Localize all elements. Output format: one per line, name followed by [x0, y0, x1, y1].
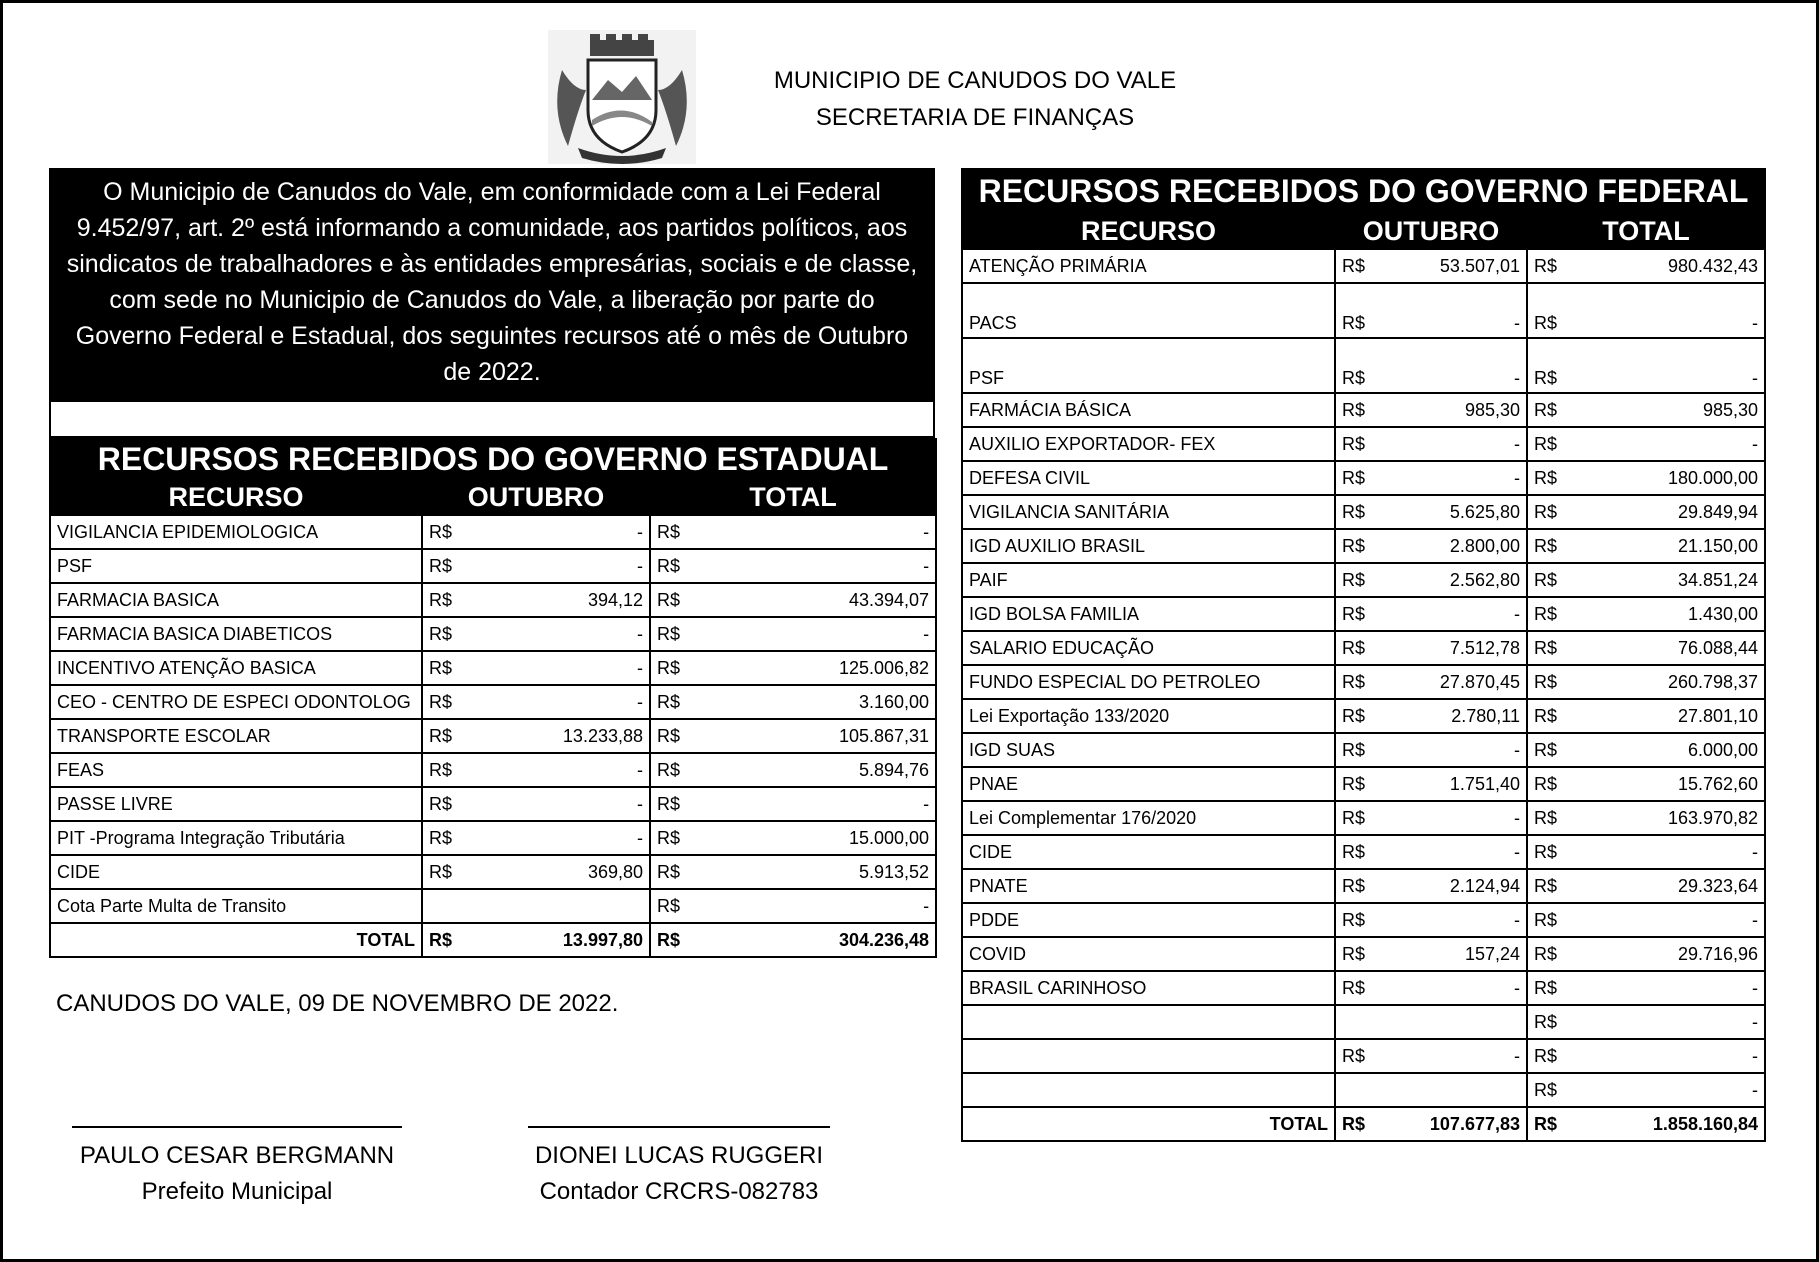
october-amount: - [1381, 597, 1527, 631]
october-amount: 369,80 [468, 855, 650, 889]
total-amount: - [696, 787, 936, 821]
total-amount: 5.913,52 [696, 855, 936, 889]
currency-symbol: R$ [422, 583, 468, 617]
currency-symbol: R$ [650, 855, 696, 889]
currency-symbol: R$ [422, 719, 468, 753]
table-row [50, 889, 936, 923]
currency-symbol: R$ [1527, 1005, 1573, 1039]
signature-mayor [72, 1126, 402, 1210]
total-amount: 125.006,82 [696, 651, 936, 685]
signature-line [72, 1126, 402, 1128]
october-amount: 53.507,01 [1381, 249, 1527, 283]
total-amount: 34.851,24 [1573, 563, 1765, 597]
resource-name: IGD BOLSA FAMILIA [962, 597, 1335, 631]
resource-name: DEFESA CIVIL [962, 461, 1335, 495]
currency-symbol: R$ [1527, 1039, 1573, 1073]
resource-name: IGD SUAS [962, 733, 1335, 767]
table-row [962, 665, 1765, 699]
october-amount: - [468, 651, 650, 685]
table-row [962, 283, 1765, 338]
resource-name: CIDE [962, 835, 1335, 869]
currency-symbol: R$ [650, 617, 696, 651]
resource-name: FARMACIA BASICA [50, 583, 422, 617]
october-amount: - [468, 549, 650, 583]
table-row [50, 685, 936, 719]
resource-name: PIT -Programa Integração Tributária [50, 821, 422, 855]
total-amount: - [1573, 971, 1765, 1005]
october-amount: - [1381, 903, 1527, 937]
currency-symbol: R$ [422, 651, 468, 685]
resource-name: PSF [50, 549, 422, 583]
october-amount: - [468, 787, 650, 821]
total-label: TOTAL [50, 923, 422, 957]
currency-symbol: R$ [1335, 393, 1381, 427]
resource-name: AUXILIO EXPORTADOR- FEX [962, 427, 1335, 461]
october-amount [1381, 1005, 1527, 1039]
currency-symbol: R$ [1335, 903, 1381, 937]
october-amount: 985,30 [1381, 393, 1527, 427]
table-row [962, 393, 1765, 427]
currency-symbol: R$ [1335, 495, 1381, 529]
currency-symbol: R$ [1335, 835, 1381, 869]
table-row [50, 617, 936, 651]
table-row [962, 937, 1765, 971]
total-amount: 29.849,94 [1573, 495, 1765, 529]
currency-symbol: R$ [1335, 1107, 1381, 1141]
table-row [962, 699, 1765, 733]
total-row [962, 1107, 1765, 1141]
table-row [50, 583, 936, 617]
currency-symbol: R$ [1527, 767, 1573, 801]
currency-symbol: R$ [1335, 249, 1381, 283]
october-amount: 157,24 [1381, 937, 1527, 971]
resource-name: FEAS [50, 753, 422, 787]
currency-symbol: R$ [1527, 1073, 1573, 1107]
october-amount: 2.124,94 [1381, 869, 1527, 903]
currency-symbol: R$ [1527, 937, 1573, 971]
resource-name [962, 1073, 1335, 1107]
resource-name: FARMACIA BASICA DIABETICOS [50, 617, 422, 651]
total-amount: 980.432,43 [1573, 249, 1765, 283]
currency-symbol: R$ [1335, 869, 1381, 903]
resource-name [962, 1005, 1335, 1039]
total-amount: - [1573, 835, 1765, 869]
federal-title: RECURSOS RECEBIDOS DO GOVERNO FEDERAL [962, 169, 1765, 213]
table-row [50, 515, 936, 549]
october-amount: 2.562,80 [1381, 563, 1527, 597]
october-amount: 2.780,11 [1381, 699, 1527, 733]
total-amount: 1.430,00 [1573, 597, 1765, 631]
resource-name: CIDE [50, 855, 422, 889]
october-amount: - [1381, 733, 1527, 767]
total-amount: 163.970,82 [1573, 801, 1765, 835]
estadual-title: RECURSOS RECEBIDOS DO GOVERNO ESTADUAL [50, 439, 936, 479]
currency-symbol: R$ [1527, 249, 1573, 283]
currency-symbol: R$ [1335, 427, 1381, 461]
resource-name: VIGILANCIA EPIDEMIOLOGICA [50, 515, 422, 549]
municipal-coat-of-arms-icon [548, 30, 696, 164]
table-row [50, 855, 936, 889]
resource-name: COVID [962, 937, 1335, 971]
october-amount: - [468, 515, 650, 549]
table-row [50, 787, 936, 821]
october-amount: 2.800,00 [1381, 529, 1527, 563]
currency-symbol: R$ [1335, 529, 1381, 563]
table-row [50, 753, 936, 787]
currency-symbol: R$ [1335, 699, 1381, 733]
currency-symbol: R$ [650, 651, 696, 685]
currency-symbol: R$ [422, 787, 468, 821]
estadual-table [49, 438, 937, 958]
table-row [962, 631, 1765, 665]
total-amount: - [696, 515, 936, 549]
table-row [962, 971, 1765, 1005]
signer-role: Contador CRCRS-082783 [539, 1178, 819, 1205]
document-header [700, 62, 1250, 136]
table-row [962, 767, 1765, 801]
resource-name: VIGILANCIA SANITÁRIA [962, 495, 1335, 529]
resource-name: IGD AUXILIO BRASIL [962, 529, 1335, 563]
table-row [50, 821, 936, 855]
total-amount: 6.000,00 [1573, 733, 1765, 767]
resource-name: CEO - CENTRO DE ESPECI ODONTOLOG [50, 685, 422, 719]
currency-symbol: R$ [1335, 937, 1381, 971]
table-row [962, 563, 1765, 597]
resource-name: Cota Parte Multa de Transito [50, 889, 422, 923]
currency-symbol: R$ [1527, 563, 1573, 597]
resource-name: PNAE [962, 767, 1335, 801]
table-row [962, 835, 1765, 869]
total-amount: 27.801,10 [1573, 699, 1765, 733]
currency-symbol: R$ [1527, 733, 1573, 767]
col-outubro-header: OUTUBRO [1335, 213, 1527, 249]
resource-name: FUNDO ESPECIAL DO PETROLEO [962, 665, 1335, 699]
currency-symbol: R$ [422, 617, 468, 651]
total-amount: 15.762,60 [1573, 767, 1765, 801]
currency-symbol: R$ [1527, 495, 1573, 529]
total-amount: 15.000,00 [696, 821, 936, 855]
currency-symbol: R$ [422, 685, 468, 719]
total-amount: 21.150,00 [1573, 529, 1765, 563]
table-row [50, 651, 936, 685]
resource-name: PAIF [962, 563, 1335, 597]
october-amount: - [1381, 1039, 1527, 1073]
total-amount: 5.894,76 [696, 753, 936, 787]
currency-symbol: R$ [1527, 427, 1573, 461]
resource-name [962, 1039, 1335, 1073]
resource-name: FARMÁCIA BÁSICA [962, 393, 1335, 427]
currency-symbol: R$ [1335, 971, 1381, 1005]
total-amount: - [1573, 903, 1765, 937]
total-amount: - [1573, 1039, 1765, 1073]
table-row [962, 1039, 1765, 1073]
currency-symbol [1335, 1073, 1381, 1107]
currency-symbol: R$ [650, 583, 696, 617]
total-amount: 76.088,44 [1573, 631, 1765, 665]
col-outubro-header: OUTUBRO [422, 479, 650, 515]
resource-name: Lei Complementar 176/2020 [962, 801, 1335, 835]
col-recurso-header: RECURSO [962, 213, 1335, 249]
currency-symbol: R$ [1527, 283, 1573, 338]
table-row [962, 869, 1765, 903]
october-total: 107.677,83 [1381, 1107, 1527, 1141]
table-row [962, 461, 1765, 495]
currency-symbol: R$ [1527, 393, 1573, 427]
currency-symbol: R$ [1335, 1039, 1381, 1073]
currency-symbol: R$ [1335, 338, 1381, 393]
resource-name: Lei Exportação 133/2020 [962, 699, 1335, 733]
resource-name: PACS [962, 283, 1335, 338]
resource-name: BRASIL CARINHOSO [962, 971, 1335, 1005]
total-amount: 105.867,31 [696, 719, 936, 753]
currency-symbol: R$ [1335, 563, 1381, 597]
table-row [50, 719, 936, 753]
resource-name: PDDE [962, 903, 1335, 937]
october-amount [468, 889, 650, 923]
october-amount: - [468, 753, 650, 787]
currency-symbol: R$ [1527, 699, 1573, 733]
total-amount: 3.160,00 [696, 685, 936, 719]
table-row [962, 801, 1765, 835]
total-amount: 43.394,07 [696, 583, 936, 617]
october-amount: - [1381, 971, 1527, 1005]
spacer-bar [49, 402, 935, 438]
currency-symbol: R$ [422, 753, 468, 787]
currency-symbol: R$ [1527, 835, 1573, 869]
table-row [962, 529, 1765, 563]
total-amount: 260.798,37 [1573, 665, 1765, 699]
october-amount: 394,12 [468, 583, 650, 617]
october-amount: - [1381, 461, 1527, 495]
currency-symbol: R$ [1527, 665, 1573, 699]
federal-table [961, 168, 1766, 1142]
currency-symbol [422, 889, 468, 923]
table-row [962, 597, 1765, 631]
currency-symbol: R$ [1335, 597, 1381, 631]
date-line: CANUDOS DO VALE, 09 DE NOVEMBRO DE 2022. [56, 990, 619, 1017]
col-recurso-header: RECURSO [50, 479, 422, 515]
currency-symbol: R$ [1527, 338, 1573, 393]
currency-symbol: R$ [1335, 665, 1381, 699]
october-amount: 13.233,88 [468, 719, 650, 753]
total-row [50, 923, 936, 957]
october-amount: - [1381, 835, 1527, 869]
resource-name: TRANSPORTE ESCOLAR [50, 719, 422, 753]
col-total-header: TOTAL [650, 479, 936, 515]
resource-name: INCENTIVO ATENÇÃO BASICA [50, 651, 422, 685]
table-row [962, 733, 1765, 767]
currency-symbol: R$ [422, 855, 468, 889]
table-row [962, 903, 1765, 937]
total-amount: 985,30 [1573, 393, 1765, 427]
october-amount: 1.751,40 [1381, 767, 1527, 801]
signature-accountant [528, 1126, 830, 1210]
currency-symbol: R$ [650, 685, 696, 719]
currency-symbol: R$ [650, 923, 696, 957]
currency-symbol: R$ [650, 719, 696, 753]
signature-line [528, 1126, 830, 1128]
resource-name: PNATE [962, 869, 1335, 903]
table-row [962, 495, 1765, 529]
currency-symbol: R$ [422, 821, 468, 855]
signer-name: PAULO CESAR BERGMANN [79, 1142, 395, 1169]
currency-symbol: R$ [1527, 631, 1573, 665]
total-amount: - [1573, 338, 1765, 393]
october-amount: 5.625,80 [1381, 495, 1527, 529]
currency-symbol: R$ [422, 549, 468, 583]
resource-name: PASSE LIVRE [50, 787, 422, 821]
currency-symbol: R$ [1335, 631, 1381, 665]
table-row [962, 338, 1765, 393]
currency-symbol: R$ [1335, 461, 1381, 495]
october-amount: - [1381, 283, 1527, 338]
table-row [962, 1005, 1765, 1039]
currency-symbol: R$ [650, 787, 696, 821]
october-amount: 27.870,45 [1381, 665, 1527, 699]
currency-symbol [1335, 1005, 1381, 1039]
municipality-name: MUNICIPIO DE CANUDOS DO VALE [773, 67, 1177, 94]
october-amount: - [1381, 801, 1527, 835]
table-row [50, 549, 936, 583]
resource-name: PSF [962, 338, 1335, 393]
currency-symbol: R$ [1527, 903, 1573, 937]
signer-role: Prefeito Municipal [141, 1178, 333, 1205]
total-amount: - [1573, 1073, 1765, 1107]
total-label: TOTAL [962, 1107, 1335, 1141]
currency-symbol: R$ [650, 753, 696, 787]
department-name: SECRETARIA DE FINANÇAS [815, 104, 1135, 131]
currency-symbol: R$ [1335, 801, 1381, 835]
currency-symbol: R$ [1527, 971, 1573, 1005]
currency-symbol: R$ [1335, 283, 1381, 338]
currency-symbol: R$ [650, 889, 696, 923]
total-amount: 29.716,96 [1573, 937, 1765, 971]
total-amount: - [1573, 427, 1765, 461]
grand-total: 304.236,48 [696, 923, 936, 957]
currency-symbol: R$ [650, 821, 696, 855]
total-amount: - [696, 549, 936, 583]
total-amount: - [696, 617, 936, 651]
total-amount: 180.000,00 [1573, 461, 1765, 495]
signer-name: DIONEI LUCAS RUGGERI [534, 1142, 824, 1169]
october-total: 13.997,80 [468, 923, 650, 957]
intro-notice: O Municipio de Canudos do Vale, em conformidade com a Lei Federal 9.452/97, art. 2º está informando a comunidade, aos partidos políticos, aos sindicatos de trabalhadores e às entidades empresárias, sociais e de classe, com sede no Municipio de Canudos do Vale, a liberação por parte do Governo Federal e Estadual, dos seguintes recursos até o mês de Outubro de 2022. [49, 168, 935, 402]
currency-symbol: R$ [422, 515, 468, 549]
grand-total: 1.858.160,84 [1573, 1107, 1765, 1141]
currency-symbol: R$ [1527, 1107, 1573, 1141]
table-row [962, 427, 1765, 461]
currency-symbol: R$ [1527, 461, 1573, 495]
currency-symbol: R$ [422, 923, 468, 957]
currency-symbol: R$ [650, 549, 696, 583]
currency-symbol: R$ [1335, 733, 1381, 767]
currency-symbol: R$ [1527, 801, 1573, 835]
col-total-header: TOTAL [1527, 213, 1765, 249]
october-amount: - [468, 821, 650, 855]
total-amount: - [1573, 283, 1765, 338]
total-amount: - [696, 889, 936, 923]
currency-symbol: R$ [1527, 529, 1573, 563]
resource-name: SALARIO EDUCAÇÃO [962, 631, 1335, 665]
october-amount [1381, 1073, 1527, 1107]
currency-symbol: R$ [650, 515, 696, 549]
table-row [962, 249, 1765, 283]
currency-symbol: R$ [1527, 869, 1573, 903]
currency-symbol: R$ [1527, 597, 1573, 631]
october-amount: 7.512,78 [1381, 631, 1527, 665]
october-amount: - [1381, 427, 1527, 461]
october-amount: - [1381, 338, 1527, 393]
october-amount: - [468, 617, 650, 651]
resource-name: ATENÇÃO PRIMÁRIA [962, 249, 1335, 283]
total-amount: 29.323,64 [1573, 869, 1765, 903]
currency-symbol: R$ [1335, 767, 1381, 801]
table-row [962, 1073, 1765, 1107]
total-amount: - [1573, 1005, 1765, 1039]
october-amount: - [468, 685, 650, 719]
